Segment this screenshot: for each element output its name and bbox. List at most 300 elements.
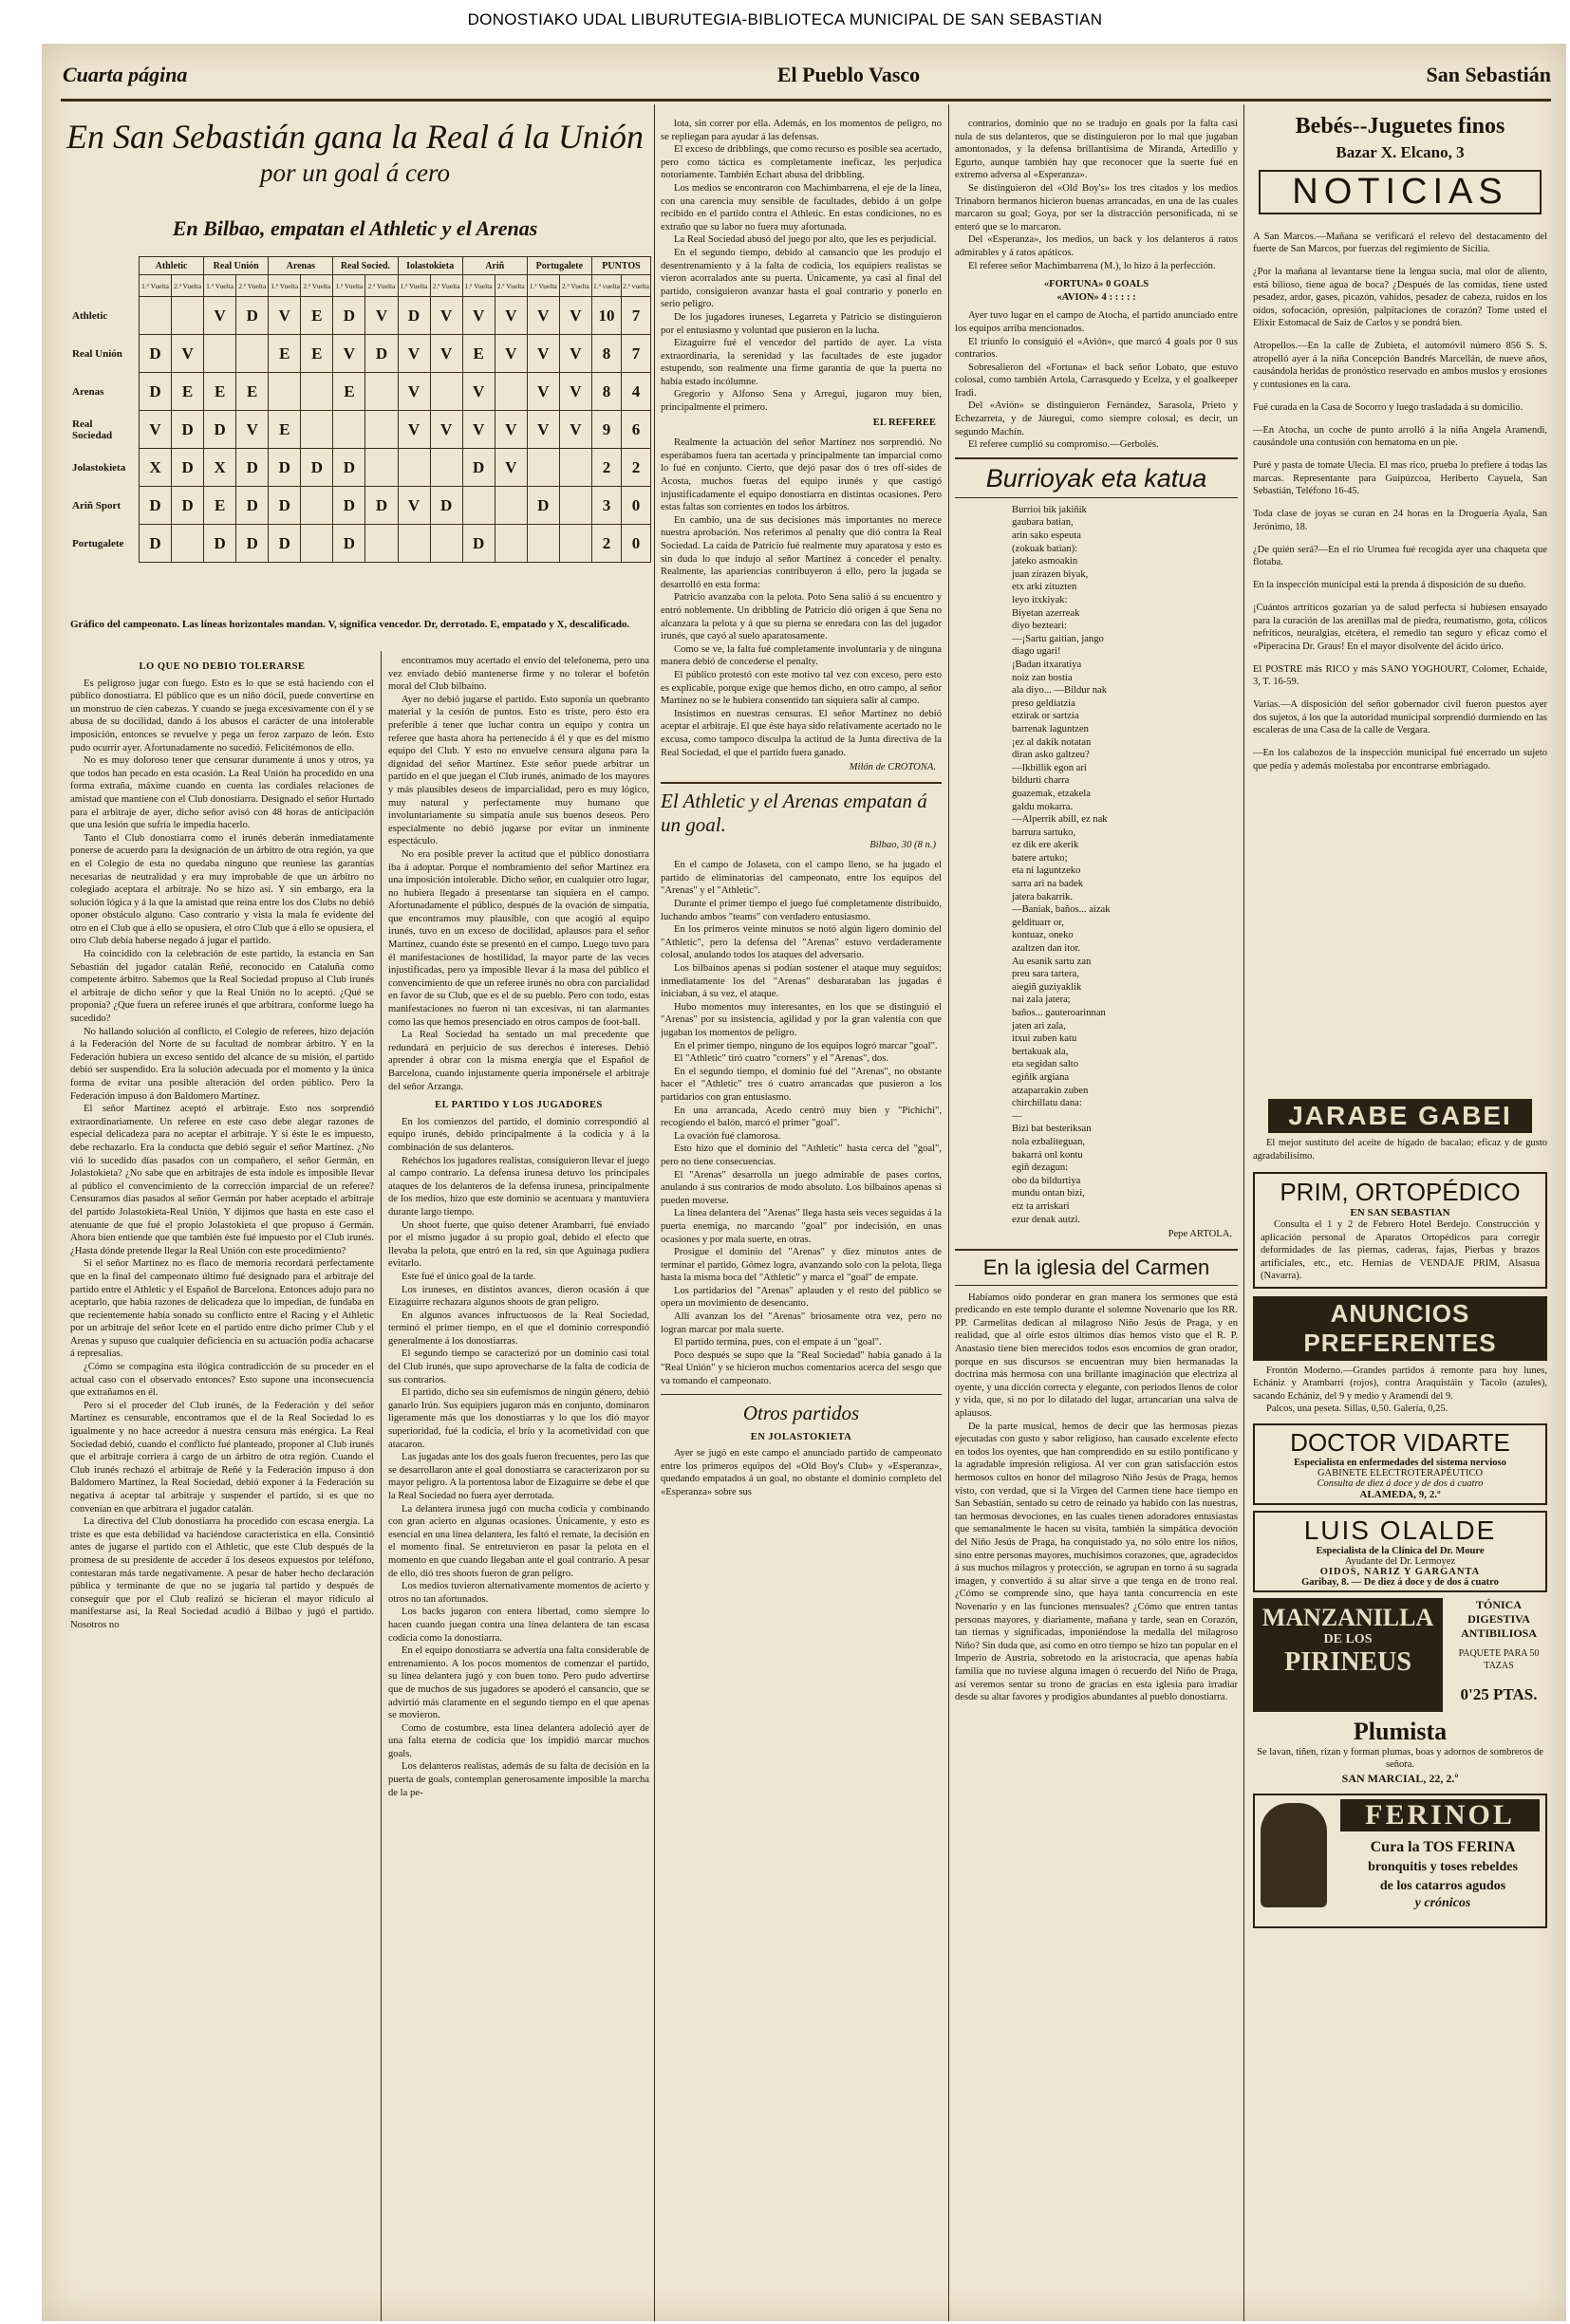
- col2-paras_b-paragraph: En los comienzos del partido, el dominio correspondió al equipo irunés, debido principalmente á la codicia y á la combinación de sus delanteros.: [388, 1116, 649, 1153]
- round-header: 2.ª Vuelta: [301, 275, 333, 297]
- points-round-header: 1.ª vuelta: [592, 275, 622, 297]
- column-divider: [654, 104, 655, 2321]
- result-cell: [140, 297, 172, 335]
- story2-headline: El Athletic y el Arenas empatan á un goal.: [661, 789, 927, 836]
- result-cell: [462, 487, 495, 525]
- points-cell: 2: [592, 525, 622, 563]
- team-name: Real Unión: [72, 347, 122, 360]
- column-5: [1249, 106, 1551, 2317]
- col1-paras-paragraph: No es muy doloroso tener que censurar duramente á unos y otros, ya que todos han pecado en esta ocasión. La Real Unión ha procedido en una forma extraña, máxime cuando en cuenta las cordiales relaciones de amistad que mantiene con el Club donostiarra. Designado el señor Hurtado para el arbitraje de ayer, dicho señor avisó con 48 horas de anticipación que una lesión que sufría le impedía hacerlo.: [70, 755, 374, 831]
- round-header: 2.ª Vuelta: [559, 275, 591, 297]
- result-cell: D: [236, 525, 269, 563]
- col2-paras_b-paragraph: El partido, dicho sea sin eufemismos de ningún género, debió ganarlo Irún. Sus equipiers jugaron más en conjunto, dominaron ligeramente más que los donostiarras y lo que los dió mayor superioridad, fué la codicia, el brío y la acometividad con que atacaron.: [388, 1387, 649, 1450]
- col3-story2_paras-paragraph: El "Athletic" tiró cuatro "corners" y el "Arenas", dos.: [674, 1053, 888, 1065]
- result-cell: D: [430, 487, 462, 525]
- vidarte-ad-subtitle: Especialista en enfermedades del sistema nervioso: [1294, 1457, 1506, 1468]
- col2-paras_b-paragraph: La delantera irunesa jugó con mucha codicia y combinando con gran acierto en algunas ocasiones. Únicamente, y esto es esencial en una línea delantera, les faltó el remate, la decisión en el momento final. Se entretuvieron en pasar la pelota en el momento en que cuando llegaban ante el goal contrario. A pesar de ello, dió tres shoots fueron de gran peligro.: [388, 1503, 649, 1579]
- result-cell: [172, 297, 204, 335]
- round-header: 1.ª Vuelta: [140, 275, 172, 297]
- col3-story2_paras-paragraph: Los bilbaínos apenas si podían sostener el ataque muy seguidos; inmediatamente los del "Arenas" desbarataban las jugadas é iniciaban, á su vez, el ataque.: [661, 963, 942, 1000]
- col5-items-paragraph: —En Atocha, un coche de punto arrolló á la niña Angela Aramendi, causándole una contusión con hematoma en un pie.: [1253, 424, 1547, 448]
- table-row: [72, 449, 651, 487]
- col3-paras_a-paragraph: De los jugadores iruneses, Legarreta y Patricio se distinguieron por el entusiasmo y voluntad que pusieron en la lucha.: [661, 311, 942, 336]
- result-cell: D: [269, 525, 301, 563]
- result-cell: V: [140, 411, 172, 449]
- col3-story2_paras-paragraph: Allí avanzan los del "Arenas" briosamente otra vez, pero no logran marcar por mala suerte.: [661, 1311, 942, 1335]
- result-cell: D: [333, 297, 365, 335]
- round-header: 1.ª Vuelta: [398, 275, 430, 297]
- masthead-rule: [61, 99, 1551, 102]
- result-cell: D: [462, 525, 495, 563]
- col2-paras_b-paragraph: Los backs jugaron con entera libertad, como siempre lo hacen cuando juegan contra una línea delantera de tan escasa codicia como la donostiarra.: [388, 1607, 649, 1644]
- col1-paras-paragraph: Ha coincidido con la celebración de este partido, la estancia en San Sebastián del jugador catalán Reñé, reconocido en Cataluña como competente árbitro. Sabemos que la Real Sociedad propuso al Club irunés el arbitraje de dicho señor y que la Real Unión no lo aceptó. ¿Qué se proponía? ¿Que fuera un referee irunés el que arbitrara, conforme luego ha sucedido?: [70, 949, 374, 1025]
- result-cell: V: [527, 411, 559, 449]
- col5-items-paragraph: El POSTRE más RICO y más SANO YOGHOURT, Colomer, Echaide, 3, T. 16-59.: [1253, 663, 1547, 687]
- col3-story2_paras-paragraph: La ovación fué clamorosa.: [674, 1130, 781, 1142]
- result-cell: V: [398, 335, 430, 373]
- result-cell: [527, 525, 559, 563]
- col3-story2_paras-paragraph: El partido termina, pues, con el empate á un "goal".: [674, 1337, 882, 1348]
- team-name: Portugalete: [72, 537, 124, 549]
- result-cell: [269, 373, 301, 411]
- fortuna-avion-score: «FORTUNA» 0 GOALS «AVION» 4 : : : : :: [1043, 279, 1149, 303]
- ferinol-line3: de los catarros agudos: [1379, 1878, 1506, 1893]
- round-header: 1.ª Vuelta: [204, 275, 236, 297]
- col4-story_paras-paragraph: De la parte musical, hemos de decir que las hermosas piezas ejecutadas con gusto y sabor religioso, han causado excelente efecto en todos los oyentes, que han comprendido en su estilo pontificano y la agradable impresión religiosa. Al ver con gran satisfacción estos hermosos cultos en honor del milagroso Niño Jesús de Praga, hemos visto, con verdad, que si la Virgen del Carmen tiene hace tiempo en San Sebastián, sentado su cetro de reinado ya habido con las nuestras, tan hermosas devociones, en las cuales tienen adoradores entusiastas que semanalmente le hacen su visita, también la simpática devoción del Niño Jesús de Praga, ha conquistado ya, no sólo entre los niños, sino entre personas mayores, muchísimos corazones, que, agradecidos á sus muchos milagros y protección, se agrupan en torno á su sagrada imagen, y convertido á su altar sirve a que tenga en de trono real. ¿Cómo se comprende sino, que haya tanta concurrencia en este Novenario y en las funciones mensuales? ¿Cómo que entren tantas personas mayores, y diariamente, mañana y tarde, sean en Corazón, tan tiernas y significadas, imponiéndose la medalla del milagroso Niño? Sin duda que, así como en otro tiempo se hizo tan popular en el Imperio de Austria, sobretodo en la aristocracia, que apenas había familia que no tuviese alguna imagen ó recuerdo del Niño de Praga, así veremos sentar su trono de gracias en esta iglesia para irradiar desde su altar favores y prodigios abundantes al pueblo donostiarra.: [955, 1421, 1238, 1703]
- column-4: [955, 118, 1238, 2317]
- olalde-specialty: OIDOS, NARIZ Y GARGANTA: [1319, 1566, 1481, 1577]
- page-number: Cuarta página: [63, 63, 188, 86]
- result-cell: [365, 525, 398, 563]
- round-header: 1.ª Vuelta: [333, 275, 365, 297]
- col3-story2_paras-paragraph: Hubo momentos muy interesantes, en los que se distinguió el "Arenas" por su insistencia, agilidad y por la gran valentía con que jugaban los momentos de peligro.: [661, 1001, 942, 1038]
- column-2: [388, 655, 649, 2315]
- team-name: Ariñ Sport: [72, 499, 121, 511]
- jarabe-ad-text: El mejor sustituto del aceite de hígado de bacalao; eficaz y de gusto agradabilísimo.: [1253, 1138, 1547, 1162]
- result-cell: D: [365, 487, 398, 525]
- jarabe-ad-title: JARABE GABEI: [1268, 1099, 1532, 1133]
- result-cell: V: [559, 411, 591, 449]
- result-cell: V: [204, 297, 236, 335]
- col3-story2_paras-paragraph: El "Arenas" desarrolla un juego admirable de pases cortos, anulando á sus contrarios de modo absoluto. Los bilbaínos apenas si pueden moverse.: [661, 1169, 942, 1206]
- main-headline: En San Sebastián gana la Real á la Unión: [66, 118, 644, 156]
- col2-paras_b-paragraph: Los delanteros realistas, además de su falta de decisión en la puerta de goals, contemplan generosamente imposible la marcha de la pe-: [388, 1761, 649, 1798]
- result-cell: V: [495, 411, 527, 449]
- round-header: 2.ª Vuelta: [365, 275, 398, 297]
- col2-paras_a-paragraph: La Real Sociedad ha sentado un mal precedente que redundará en perjuicio de sus derechos é intereses. Debió aprender á obrar con la misma energía que el Español de Barcelona, cuando injustamente quería imponérsele el arbitraje del señor Arzanga.: [388, 1030, 649, 1092]
- col3-paras_a-paragraph: Eizaguirre fué el vencedor del partido de ayer. La vista extraordinaria, la serenidad y las facultades de este jugador estupendo, son realmente una firme garantía de que la puerta no había estado incólumne.: [661, 338, 942, 387]
- col1-paras-paragraph: Si el señor Martínez no es flaco de memoria recordará perfectamente que en la final del campeonato último fué designado para el arbitraje del partido entre el Athletic y el Español de Barcelona. Entonces adujo para no aceptarlo, que había razones de delicadeza que lo impedían, de fundaba en que recientemente había sonado su conflicto entre el Racing y el Athletic por un arbitraje del señor Icete en el partido entre dicho primer Club y el Arenas y supuso que cualquier deficiencia en su actuación podía achacarse á represalias.: [70, 1258, 374, 1360]
- col5-items-paragraph: Atropellos.—En la calle de Zubieta, el automóvil número 856 S. S. atropelló ayer á la niña Concepción Bandrés Marcellán, de nueve años, causándola heridas de pronóstico reservado en ambos muslos y erosiones y contusiones en la cara.: [1253, 341, 1547, 390]
- result-cell: [559, 525, 591, 563]
- plumista-address: SAN MARCIAL, 22, 2.º: [1341, 1771, 1459, 1785]
- column-1: [70, 655, 374, 2315]
- result-cell: E: [301, 335, 333, 373]
- table-row: [72, 297, 651, 335]
- team-name: Jolastokieta: [72, 461, 126, 474]
- olalde-ad-subtitle2: Ayudante del Dr. Lermoyez: [1344, 1555, 1456, 1567]
- manzanilla-word: MANZANILLA: [1262, 1603, 1434, 1631]
- points-cell: 0: [622, 525, 651, 563]
- olalde-hours: Garibay, 8. — De diez á doce y de dos á cuatro: [1301, 1576, 1499, 1588]
- points-cell: 2: [592, 449, 622, 487]
- result-cell: V: [462, 411, 495, 449]
- col3-story2_paras-paragraph: La línea delantera del "Arenas" llega hasta seis veces seguidas á la puerta enemiga, no marcando "goal" por indecisión, en unas ocasiones y por mala suerte, en otras.: [661, 1208, 942, 1245]
- col4-paras_b-paragraph: Ayer tuvo lugar en el campo de Atocha, el partido anunciado entre los equipos arriba mencionados.: [955, 310, 1238, 334]
- result-cell: V: [559, 373, 591, 411]
- olalde-ad-title: LUIS OLALDE: [1303, 1515, 1497, 1545]
- team-name: Real Sociedad: [72, 418, 113, 441]
- result-cell: E: [236, 373, 269, 411]
- col4-story_paras-paragraph: Habíamos oído ponderar en gran manera los sermones que está predicando en este templo durante el solemne Novenario que los RR. PP. Carmelitas dedican al milagroso Niño Jesús de Praga, y en realidad, que al oírle estos últimos días hemos visto que el R. P. Anastasio tiene bien merecidos todos esos encomios de gran orador, porque en sus discursos se encuentran muy bien hermanadas la doctrina más hermosa con una brillante imaginación que electriza al oyente, y una dicción correcta y elegante, con periodos llenos de color y vida, que, si no por lo dilatado del lugar, arrancarían una salva de aplausos.: [955, 1292, 1238, 1420]
- result-cell: E: [204, 487, 236, 525]
- round-header: 1.ª Vuelta: [269, 275, 301, 297]
- result-cell: D: [236, 487, 269, 525]
- col5-items-paragraph: Toda clase de joyas se curan en 24 horas en la Droguería Ayala, San Jerónimo, 18.: [1253, 509, 1547, 532]
- round-header: 2.ª Vuelta: [430, 275, 462, 297]
- result-cell: [365, 449, 398, 487]
- result-cell: D: [398, 297, 430, 335]
- result-cell: E: [462, 335, 495, 373]
- col4-paras_a-paragraph: Del «Esperanza», los medios, un back y los delanteros á ratos admirables y á ratos apáticos.: [955, 234, 1238, 258]
- col3-story2_paras-paragraph: Durante el primer tiempo el juego fué completamente distribuido, luchando ambos "teams" con verdadero entusiasmo.: [661, 899, 942, 922]
- points-cell: 8: [592, 373, 622, 411]
- paper-city: San Sebastián: [1426, 63, 1551, 86]
- vidarte-hours: Consulta de diez á doce y de dos á cuatro: [1317, 1478, 1484, 1489]
- result-cell: [236, 335, 269, 373]
- points-cell: 9: [592, 411, 622, 449]
- poem-text: Burrioi bik jakiñik gaubara batian, arin sako espeuta (zokuak batian): jateko asmoakin juan zirazen biyak, etx arki zituzten leyo itxkiyak: Biyetan azerreak diyo bezteari: —¡Sartu gaitian, jango diago ugari! ¡Badan itxaratiya noiz zan bostia ala diyo... —Bildur nak preso geldiatzia etzirak or sartzia barrenak laguntzen ¡ez al dakik notatan diran asko galtzeu? —Ikbillik egon ari bildurti charra guazemak, etzakela galdu mokarra. —Alperrik abill, ez nak barrura sartuko, ez dik ere akerik batere artuko; eta ni laguntzeko sarra ari na badek jatera bakarrik. —Baniak, baños... aizak geldituarr or, kontuaz, oneko azaltzen dan itor. Au esanik sartu zan preu sara tartera, aiegiñ guziyaklik nai zala jatera; baños... gauteroarinnan jaten ari zala, itxui zuben katu bertakuak ala, eta segidan salto egiñik argiana atzaparrakin zuben chirchillatu dana: — Bizi bat besteriksan nola ezbaliteguan, bakarrá onl kontu egiñ dezagun: obo da bildurtiya mundu ontan bizi, etz ta arriskari ezur denak autzi.: [1012, 504, 1111, 1225]
- col1-paras-paragraph: La directiva del Club donostiarra ha procedido con escasa energía. La triste es que esta debilidad va haciéndose característica en ella. Consintió antes de jugarse el partido con el Athletic, que este Club después de la promesa de su presidente de acceder á los deseos expuestos por teléfono, contestaran más tarde negativamente. A pesar de haber hecho declaración pública y terminante de que no se jugaría tal partido y después de conseguir que por el Club realizó se hicieran el mayor ridículo al manifestarse así, la Real Sociedad acudió á Bilbao y jugó el partido. Nosotros no: [70, 1516, 374, 1630]
- col3-paras_a-paragraph: La Real Sociedad abusó del juego por alto, que les es perjudicial.: [674, 234, 937, 246]
- result-cell: V: [269, 297, 301, 335]
- result-cell: V: [236, 411, 269, 449]
- prim-ad-text: Consulta el 1 y 2 de Febrero Hotel Berdejo. Construcción y aplicación personal de Aparatos Ortopédicos para corregir deformidades de las piernas, caderas, fajas, Pierbas y brazos artificiales, etc., etc. Hernias de VENDAJE PRIM, Alsasua (Navarra).: [1261, 1219, 1540, 1281]
- result-cell: V: [365, 297, 398, 335]
- col2-paras_b-paragraph: Los iruneses, en distintos avances, dieron ocasión á que Eizaguirre rechazara algunos shoots de gran peligro.: [388, 1284, 649, 1309]
- prim-ad-subtitle: EN SAN SEBASTIAN: [1350, 1207, 1450, 1218]
- ferinol-ad: [1253, 1794, 1547, 1928]
- tonica-text: TÓNICA DIGESTIVA ANTIBILIOSA: [1460, 1597, 1538, 1640]
- col3-story2_paras-paragraph: En el campo de Jolaseta, con el campo lleno, se ha jugado el partido de eliminatorias del campeonato, entre los equipos del "Arenas" y el "Athletic".: [661, 860, 942, 897]
- story3-text: Ayer se jugó en este campo el anunciado partido de campeonato entre los primeros equipos del «Old Boy's Club» y «Esperanza», quedando empatados á un goal, no obstante el dominio completo del «Esperanza» sobre sus: [661, 1448, 942, 1497]
- col2-paras_b-paragraph: Este fué el único goal de la tarde.: [402, 1271, 536, 1282]
- points-header: PUNTOS: [592, 257, 651, 275]
- fronton-prices: Palcos, una peseta. Sillas, 0,50. Galería, 0,25.: [1266, 1404, 1449, 1414]
- manzanilla-ad: [1253, 1598, 1547, 1712]
- column-header: Athletic: [140, 257, 204, 275]
- olalde-ad-subtitle: Especialista de la Clínica del Dr. Moure: [1316, 1545, 1485, 1556]
- col3-story2_paras-paragraph: Los partidarios del "Arenas" aplauden y el resto del público se opera un movimiento de desencanto.: [661, 1285, 942, 1310]
- col1-paras-paragraph: No hallando solución al conflicto, el Colegio de referees, hizo dejación á la Federación del Norte de su facultad de nombrar árbitro. Y en la Federación hubiera un exceso sentido del alcance de su misión, el partido debió ser suspendido. Era la solución adecuada por el momento y la única forma de evitar una posible alteración del orden público. Pero la Federación impuso á don Baldomero Martínez.: [70, 1026, 374, 1102]
- col3-paras_b-paragraph: El público protestó con este motivo tal vez con exceso, pero esto es explicable, porque exige que hemos dicho, en otro campo, al señor Martínez no se le hubiera consentido tan siquiera salir al campo.: [661, 669, 942, 707]
- result-cell: [430, 373, 462, 411]
- result-cell: [365, 411, 398, 449]
- col1-paras-paragraph: Es peligroso jugar con fuego. Esto es lo que se está haciendo con el público donostiarra. El público que es un niño dócil, puede convertirse en un monstruo de cien cabezas. Y cuando se juega excesivamente con él y se abusa de su docilidad, dando á los abusos el carácter de una intolerable imposición, entonces se revuelve y pega un feroz zarpazo de león. Esto pudo ocurrir ayer. Afortunadamente no sucedió. Felicitémonos de ello.: [70, 678, 374, 753]
- points-cell: 7: [622, 297, 651, 335]
- result-cell: [204, 335, 236, 373]
- result-cell: [495, 525, 527, 563]
- col2-paras_b-paragraph: Rehéchos los jugadores realistas, consiguieron llevar el juego al campo contrario. La defensa irunesa detuvo los principales ataques de los delanteros de la defensa irunesa, principalmente de los medios, hizo que este dominio se acentuara y mantuviera durante largo tiempo.: [388, 1155, 649, 1218]
- result-cell: V: [398, 411, 430, 449]
- col4-paras_b-paragraph: Del «Avión» se distinguieron Fernández, Sarasola, Prieto y Echezarreta, y de Jáuregui, como siempre colosal, es decir, un segundo Machín.: [955, 400, 1238, 437]
- paper-name: El Pueblo Vasco: [776, 63, 921, 86]
- result-cell: [301, 525, 333, 563]
- poem-signature: Pepe ARTOLA.: [1168, 1229, 1232, 1240]
- vidarte-cabinet: GABINETE ELECTROTERAPÉUTICO: [1317, 1467, 1484, 1478]
- result-cell: [495, 487, 527, 525]
- result-cell: D: [269, 449, 301, 487]
- ferinol-line2: bronquitis y toses rebeldes: [1368, 1859, 1518, 1874]
- result-cell: V: [398, 373, 430, 411]
- result-cell: D: [172, 449, 204, 487]
- col4-paras_b-paragraph: El triunfo lo consiguió el «Avión», que marcó 4 goals por 0 sus contrarios.: [955, 336, 1238, 361]
- col2-paras_b-paragraph: Un shoot fuerte, que quiso detener Arambarri, fué enviado por el mismo jugador á su propio goal, debido el efecto que llevaba la pelota, que entró en la red, sin que Aguinaga pudiera evitarlo.: [388, 1219, 649, 1270]
- vidarte-address: ALAMEDA, 9, 2.º: [1359, 1488, 1441, 1500]
- precio-text: 0'25 PTAS.: [1460, 1684, 1538, 1703]
- result-cell: [430, 449, 462, 487]
- points-cell: 7: [622, 335, 651, 373]
- table-row: [72, 335, 651, 373]
- result-cell: [430, 525, 462, 563]
- col5-items-paragraph: Puré y pasta de tomate Ulecia. El mas rico, prueba lo prefiere á todas las marcas. Representante para Guipúzcoa, Heriberto Cayuela, San Sebastián, Teléfono 16-45.: [1253, 460, 1547, 496]
- round-header: 2.ª Vuelta: [172, 275, 204, 297]
- result-cell: V: [527, 373, 559, 411]
- column-header: Real Unión: [204, 257, 269, 275]
- points-cell: 0: [622, 487, 651, 525]
- result-cell: D: [172, 411, 204, 449]
- points-round-header: 2.ª vuelta: [622, 275, 651, 297]
- round-header: 1.ª Vuelta: [462, 275, 495, 297]
- result-cell: [172, 525, 204, 563]
- team-name: Athletic: [72, 309, 108, 322]
- col2-paras_b-paragraph: Los medios tuvieron alternativamente momentos de acierto y otros no tan afortunados.: [388, 1581, 649, 1605]
- prim-ad-title: PRIM, ORTOPÉDICO: [1280, 1178, 1521, 1206]
- result-cell: E: [269, 411, 301, 449]
- result-cell: [333, 411, 365, 449]
- col3-paras_b-paragraph: En cambio, una de sus decisiones más importantes no merece nuestra aprobación. Nos referimos al penalty que dió contra la Real Sociedad. La caída de Patricio fué realmente muy aparatosa y esto es sin duda lo que indujo al señor Martínez á conceder el penalty. Realmente, las apariencias contribuyeron á ello, pero la jugada se desarrolló en esta forma:: [661, 514, 942, 590]
- column-header: Portugalete: [527, 257, 591, 275]
- story2-dateline: Bilbao, 30 (8 n.): [869, 839, 936, 850]
- result-cell: [398, 449, 430, 487]
- result-cell: D: [172, 487, 204, 525]
- table-row: [72, 373, 651, 411]
- result-cell: D: [333, 449, 365, 487]
- result-cell: [559, 487, 591, 525]
- col3-paras_a-paragraph: En el segundo tiempo, debido al cansancio que les produjo el desentrenamiento y á la falta de codicia, los equipiers realistas se vieron acorralados ante su puerta. Únicamente, ya casi al final del partido, consiguieron avanzar hasta el goal contrario y ponerlo en serio peligro.: [661, 247, 942, 310]
- result-cell: D: [140, 487, 172, 525]
- result-cell: D: [269, 487, 301, 525]
- column-header: Iolastokieta: [398, 257, 462, 275]
- story3-subtitle: EN JOLASTOKIETA: [750, 1431, 852, 1442]
- points-cell: 2: [622, 449, 651, 487]
- col2-paras_a-paragraph: Ayer no debió jugarse el partido. Esto suponía un quebranto material y la cesión de puntos. Esto es triste, pero ésto era preferible á tener que luchar contra un equipo y contra un referee que hasta ahora ha pertenecido á él y que es del mismo equipo del Club. Y esto no envuelve censura alguna para la dignidad del señor Martínez. Este señor puede arbitrar un partido en el que juegan el Club irunés, animado de los mayores y más plausibles deseos de imparcialidad, pero es muy lógico, muy natural y perfectamente muy humano que involuntariamente su simpatía anule sus buenos deseos. Pero especialmente no debió jugarse por evitar un inminente espectáculo.: [388, 694, 649, 847]
- col2-paras_b-paragraph: El segundo tiempo se caracterizó por un dominio casi total del Club irunés, que supo aprovecharse de la falta de codicia de sus contrarios.: [388, 1348, 649, 1385]
- result-cell: D: [333, 487, 365, 525]
- anuncios-preferentes-title: ANUNCIOS PREFERENTES: [1253, 1296, 1547, 1361]
- col1-paras-paragraph: ¿Cómo se compagina esta ilógica contradicción de su proceder en el actual caso con el observado entonces? Esto supone una inconsecuencia que extrañamos en él.: [70, 1362, 374, 1399]
- col3-story2_paras-paragraph: Poco después se supo que la "Real Sociedad" había ganado á la "Real Unión" y se hicieron muchos comentarios acerca del sesgo que va tomando el campeonato.: [661, 1349, 942, 1387]
- bebes-ad-title: Bebés--Juguetes finos: [1295, 114, 1505, 139]
- col3-story2_paras-paragraph: Prosigue el dominio del "Arenas" y diez minutos antes de terminar el partido, Gómez logra, avanzando solo con la pelota, llega hasta la misma boca del "Athletic" y marca el "goal" de empate.: [661, 1247, 942, 1284]
- column-header: Arenas: [269, 257, 333, 275]
- result-cell: V: [462, 297, 495, 335]
- ferinol-title: FERINOL: [1340, 1799, 1540, 1831]
- col3-paras_b-paragraph: Insistimos en nuestras censuras. El señor Martínez no debió aceptar el arbitraje. El que éste haya sido relativamente acertado no le excusa, como tampoco disculpa la actitud de la Junta directiva de la Real Sociedad, el que el partido fuera ganado.: [661, 708, 942, 758]
- result-cell: V: [333, 335, 365, 373]
- result-cell: V: [559, 297, 591, 335]
- bebes-ad-address: Bazar X. Elcano, 3: [1336, 143, 1465, 161]
- col4-paras_b-paragraph: Sobresalieron del «Fortuna» el back señor Lobato, que estuvo colosal, como también Artola, Carrasquedo y Ecelza, y el goalkeeper Iradi.: [955, 362, 1238, 399]
- points-cell: 3: [592, 487, 622, 525]
- second-headline: En Bilbao, empatan el Athletic y el Arenas: [172, 216, 538, 240]
- col3-story2_paras-paragraph: Esto hizo que el dominio del "Athletic" hasta cerca del "goal", pero no tiene consecuencias.: [661, 1143, 942, 1167]
- result-cell: V: [430, 297, 462, 335]
- fronton-text: Frontón Moderno.—Grandes partidos á remonte para hoy lunes, Echániz y Arambarri (rojos), contra Araquistáin y Tacolo (azules), sacando Echániz, del 9 y medio y Aramendi del 9.: [1253, 1365, 1547, 1402]
- col1-paras-paragraph: Tanto el Club donostiarra como el irunés deberán inmediatamente ponerse de acuerdo para la designación de un árbitro de otra región, ya que en el Colegio de esta no quedaba ninguno que reuniese las garantías necesarias de neutralidad y era muy improbable de que un árbitro no colegiado aceptara el arbitraje. No se hizo así. Y sin embargo, era la solución lógica y á la que la amistad que reina entre los dos Clubs no debió oponer obstáculo alguno. Caso contrario y vista la mala fe evidente del otro en el Club que á ello se opusiera, el otro Club que á ello se opusiera, el otro Club debía haberse negado á jugar el partido.: [70, 832, 374, 947]
- noticias-title: NOTICIAS: [1259, 170, 1542, 214]
- result-cell: [559, 449, 591, 487]
- column-3: [661, 118, 942, 2317]
- result-cell: D: [140, 335, 172, 373]
- col3-paras_a-paragraph: El exceso de dribblings, que como recurso es posible sea acertado, pero como táctica es completamente ineficaz, les perjudica notoriamente. También Echart abusa del dribbling.: [661, 144, 942, 181]
- col2-paras_b-paragraph: En el equipo donostiarra se advertía una falta considerable de entrenamiento. A los pocos momentos de comenzar el partido, su línea delantera jugó y con buen tono. Pero pudo advertirse que de muchos de sus jugadores se apoderó el cansancio, que se advirtió más claramente en el segundo tiempo en el que apenas se movieron.: [388, 1645, 649, 1721]
- result-cell: D: [365, 335, 398, 373]
- points-cell: 10: [592, 297, 622, 335]
- column-header: Ariñ: [462, 257, 527, 275]
- result-cell: V: [559, 335, 591, 373]
- col3-paras_b-paragraph: Como se ve, la falta fué completamente involuntaria y de ninguna manera debió de concederse el penalty.: [661, 643, 942, 668]
- result-cell: D: [140, 373, 172, 411]
- manzanilla-box: [1253, 1598, 1443, 1712]
- col1-paras-paragraph: El señor Martínez aceptó el arbitraje. Esto nos sorprendió extraordinariamente. Un referee en este caso debe alegar razones de especial delicadeza para no aceptar el arbitraje. Y si éste le es impuesto, debe rechazarlo. Era la conducta que debió seguir el señor Martínez. ¿No vió lo sucedido días pasados con un compañero, el señor Germán, en Jolastokieta? ¿No sabe que en arbitrajes de esta índole es imposible llevar al público el convencimiento de la corrección imparcial de un referee? Censuramos días pasados al señor Germán por haber aceptado el arbitraje del partido Jolastokieta-Real Unión, Y dijimos que hasta en este caso el atenuante de que fué el propio Jolastokieta el que propuso á Germán. Ahora bien entiende que que también éste fué impuesto por el Club irunés. ¿Hasta dónde pretende llegar la Real Unión con este procedimiento?: [70, 1104, 374, 1256]
- col5-items-paragraph: Varias.—A disposición del señor gobernador civil fueron puestos ayer dos sujetos, á los que la autoridad municipal sorprendió durmiendo en las escaleras de una Casa de la calle de Vergara.: [1253, 699, 1547, 735]
- col5-items-paragraph: A San Marcos.—Mañana se verificará el relevo del destacamento del fuerte de San Marcos, por fuerzas del regimiento de Sicilia.: [1253, 231, 1547, 254]
- table-row: [72, 525, 651, 563]
- plumista-text: Se lavan, tiñen, rizan y forman plumas, boas y adornos de sombreros de señora.: [1257, 1746, 1543, 1770]
- ferinol-figure-icon: [1261, 1803, 1327, 1907]
- result-cell: [527, 449, 559, 487]
- result-cell: V: [495, 335, 527, 373]
- manzanilla-pirineus: PIRINEUS: [1284, 1646, 1411, 1677]
- col3-paras_b-paragraph: Patricio avanzaba con la pelota. Poto Sena salió á su encuentro y entró noblemente. Un dribbling de Patricio dió origen á que Sena no alcanzara la pelota y á que su pierna se enredara con las del jugador irunés, que cayó al suelo aparatosamente.: [661, 592, 942, 642]
- col2-paras_a-paragraph: No era posible prever la actitud que el público donostiarra iba á adoptar. Porque el nombramiento del señor Martínez era una imposición intolerable. Dicho señor, en cualquier otro lugar, no hubiera llegado á presentarse tan siquiera en el campo. Afortunadamente el público, después de la ovación de simpatía, que encontramos muy plausible, con que acogió al equipo irunés, tuvo en un exceso de docilidad, aplausos para el señor Martínez, cuando éste se presentó en el campo. Luego tuvo para él manifestaciones de hostilidad, la mayor parte de las veces injustificadas, pero ya imposible llevar á la masa del público el convencimiento de que un referee irunés no obra con parcialidad en favor de su Club, que es el de su pueblo. Pero con todo, estas manifestaciones no fueron ni tan excesivas, ni tan alarmantes como las que hemos presenciado en otros campos de foot-ball.: [388, 848, 649, 1028]
- col5-items-paragraph: ¿Por la mañana al levantarse tiene la lengua sucia, mal olor de aliento, está bilioso, tiene agua de boca? ¿Después de las comidas, tiene usted pesadez, ardor, gases, picazón, vahídos, pesadez de cabeza, ruidos en los oídos, sofocación, opresión, palpitaciones de corazón? Tome usted el Elixir Estomacal de Saiz de Carlos y se pondrá bien.: [1253, 267, 1547, 328]
- result-cell: [301, 373, 333, 411]
- result-cell: D: [204, 525, 236, 563]
- result-cell: V: [430, 411, 462, 449]
- paquete-text: PAQUETE PARA 50 TAZAS: [1458, 1647, 1540, 1671]
- result-cell: D: [236, 297, 269, 335]
- result-cell: D: [462, 449, 495, 487]
- result-cell: [398, 525, 430, 563]
- col3-paras_b-paragraph: Realmente la actuación del señor Martínez nos sorprendió. No esperábamos fuera tan acertada y principalmente tan imparcial como lo fué en conjunto. Cierto, que dejó pasar dos ó tres off-sides de Acosta, muchos fueras del equipo irunés y que castigó injustificadamente el equipo donostiarra en distintas ocasiones. Pero estas faltas son corrientes en todos los árbitros.: [661, 437, 942, 513]
- result-cell: V: [527, 335, 559, 373]
- col2-paras_b-paragraph: Como de costumbre, esta línea delantera adoleció ayer de una falta eterna de codicia que los impidió marcar muchos goals.: [388, 1722, 649, 1759]
- result-cell: E: [333, 373, 365, 411]
- standings-caption: Gráfico del campeonato. Las líneas horizontales mandan. V, significa vencedor. Dr, derrotado. E, empatado y X, descalificado.: [70, 619, 630, 630]
- column-divider: [1243, 104, 1244, 2321]
- carmen-headline: En la iglesia del Carmen: [982, 1255, 1210, 1279]
- col5-items-paragraph: —En los calabozos de la inspección municipal fué encerrado un sujeto que pedía y además molestaba por encontrarse embriagado.: [1253, 748, 1547, 772]
- col5-items-paragraph: Fué curada en la Casa de Socorro y luego trasladada á su domicilio.: [1253, 401, 1523, 413]
- round-header: 2.ª Vuelta: [236, 275, 269, 297]
- round-header: 2.ª Vuelta: [495, 275, 527, 297]
- result-cell: E: [172, 373, 204, 411]
- result-cell: [301, 487, 333, 525]
- table-row: [72, 411, 651, 449]
- main-subheadline: por un goal á cero: [260, 158, 450, 187]
- col3-paras_a-paragraph: Los medios se encontraron con Machimbarrena, el eje de la línea, con una carencia muy sensible de facultades, debido á un golpe recibido en el partido contra el Athletic. En estas condiciones, no es extraño que su labor no fuera muy afortunada.: [661, 182, 942, 232]
- table-corner: [72, 257, 140, 297]
- result-cell: V: [430, 335, 462, 373]
- newspaper-page: [42, 44, 1566, 2321]
- result-cell: D: [333, 525, 365, 563]
- col2-subtitle: EL PARTIDO Y LOS JUGADORES: [435, 1100, 603, 1111]
- archive-header: DONOSTIAKO UDAL LIBURUTEGIA-BIBLIOTECA MUNICIPAL DE SAN SEBASTIAN: [0, 0, 1570, 40]
- col2-paras_b-paragraph: En algunos avances infructuosos de la Real Sociedad, terminó el primer tiempo, en el que el dominio correspondió generalmente á los donostiarras.: [388, 1310, 649, 1347]
- result-cell: V: [398, 487, 430, 525]
- col2-paras_b-paragraph: Las jugadas ante los dos goals fueron frecuentes, pero las que se desarrollaron ante el goal donostiarra se caracterizaron por su mayor peligro. A la portentosa labor de Eizaguirre se debe el que la Real Sociedad no fuera ayer derrotada.: [388, 1452, 649, 1501]
- col3-paras_a-paragraph: lota, sin correr por ella. Además, en los momentos de peligro, no se repliegan para ayudar á las defensas.: [661, 119, 942, 142]
- result-cell: [495, 373, 527, 411]
- result-cell: X: [204, 449, 236, 487]
- result-cell: X: [140, 449, 172, 487]
- col3-story2_paras-paragraph: En una arrancada, Acedo centró muy bien y "Pichichi", recogiendo el balón, marcó el primer "goal".: [661, 1105, 942, 1129]
- ferinol-line1: Cura la TOS FERINA: [1370, 1838, 1516, 1855]
- result-cell: V: [495, 449, 527, 487]
- result-cell: E: [204, 373, 236, 411]
- col3-story2_paras-paragraph: En el primer tiempo, ninguno de los equipos logró marcar "goal".: [674, 1040, 938, 1051]
- referee-section-signature: EL REFEREE: [872, 417, 936, 428]
- result-cell: E: [301, 297, 333, 335]
- points-cell: 8: [592, 335, 622, 373]
- result-cell: E: [269, 335, 301, 373]
- col3-story2_paras-paragraph: En el segundo tiempo, el dominio fué del "Arenas", no obstante hacer el "Athletic" tres ó cuatro arrancadas que pusieron a los partidarios con gran entusiasmo.: [661, 1066, 942, 1103]
- col3-story2_paras-paragraph: En los primeros veinte minutos se notó algún ligero dominio del "Athletic", pero la defensa del "Arenas" estuvo verdaderamente colosal, anulando todos los ataques del adversario.: [661, 924, 942, 961]
- result-cell: V: [527, 297, 559, 335]
- column-divider: [381, 651, 382, 2321]
- col5-items-paragraph: En la inspección municipal está la prenda á disposición de su dueño.: [1253, 580, 1526, 590]
- col5-items-paragraph: ¡Cuántos artríticos gozarían ya de salud perfecta si hubiesen ensayado para la curación de las arenillas mal de piedra, reumatismo, gota, cólicos nefríticos, neuralgias, etcétera, el remedio tan seguro y eficaz como el «Piperacina Dr. Graus! En el mayor disolvente del ácido úrico.: [1253, 603, 1547, 652]
- plumista-title: Plumista: [1353, 1717, 1448, 1745]
- story3-headline: Otros partidos: [742, 1401, 860, 1424]
- column-header: Real Socied.: [333, 257, 398, 275]
- result-cell: V: [172, 335, 204, 373]
- points-cell: 4: [622, 373, 651, 411]
- column-divider: [948, 104, 949, 2321]
- result-cell: D: [140, 525, 172, 563]
- table-row: [72, 487, 651, 525]
- col4-paras_a-paragraph: contrarios, dominio que no se tradujo en goals por la falta casi nula de sus delanteros, que se distinguieron por lo mal que jugaban amontonados, y la defensa brillantísima de Miranda, Artedillo y Egurto, aunque también hay que reconocer que la suerte fué en extremo adversa al «Esperanza».: [955, 119, 1238, 181]
- crotona-signature: Milón de CROTONA.: [849, 762, 936, 773]
- col1-paras-paragraph: Pero si el proceder del Club irunés, de la Federación y del señor Martínez es censurable, encontramos que el de la Real Sociedad lo es igualmente y no hace acreedor á nuestra censura más enérgica. La Real Sociedad debió, cuando el conflicto fué planteado, proponer al Club irunés que el arbitraje corriera á cargo de un árbitro de otra región. Cuando el Club irunés rechazó el arbitraje de Reñé y la Federación impuso á don Baldomero Martínez, la Real Sociedad, debió exponer á la Federación su negativa á aceptar tal arbitraje y suspender el partido, si es que no convenían en que arbitrara el jugador catalán.: [70, 1400, 374, 1515]
- standings-chart: [72, 256, 651, 563]
- result-cell: D: [301, 449, 333, 487]
- poem-title: Burrioyak eta katua: [985, 463, 1207, 493]
- round-header: 1.ª Vuelta: [527, 275, 559, 297]
- col1-subtitle: LO QUE NO DEBIO TOLERARSE: [139, 661, 306, 672]
- result-cell: D: [527, 487, 559, 525]
- col2-paras_a-paragraph: encontramos muy acertado el envío del telefonema, pero una vez enviado debió mantenerse firme y no tolerar el bofetón moral del Club bilbaíno.: [388, 656, 649, 693]
- col4-paras_a-paragraph: El referee señor Machimbarrena (M.), lo hizo á la perfección.: [968, 260, 1216, 271]
- result-cell: D: [204, 411, 236, 449]
- col4-paras_a-paragraph: Se distinguieron del «Old Boy's» los tres citados y los medios Trinaborn hermanos hicieron buenas arrancadas, en una de las cuales marcaron su goal; Goya, por ser la distracción personificada, ni se enteró que se lo marcaron.: [955, 182, 1238, 232]
- result-cell: [365, 373, 398, 411]
- result-cell: V: [495, 297, 527, 335]
- team-name: Arenas: [72, 385, 104, 398]
- result-cell: D: [236, 449, 269, 487]
